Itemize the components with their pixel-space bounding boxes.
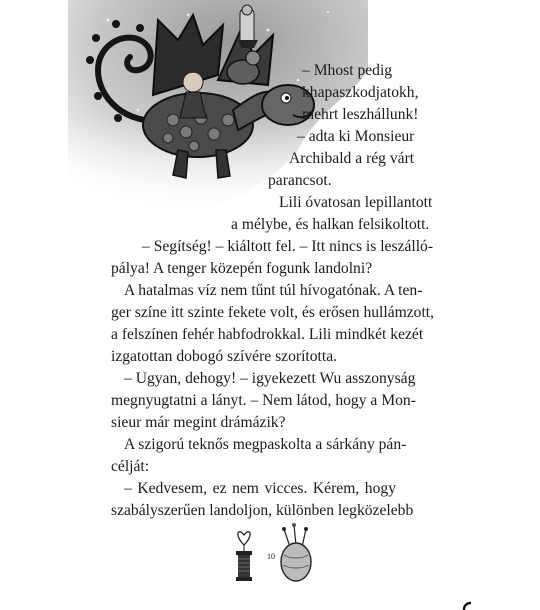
page-number: 10	[267, 552, 275, 561]
text-line: A hatalmas víz nem tűnt túl hívogatónak. A ten-	[124, 282, 423, 299]
text-line: Archibald a rég várt	[289, 150, 415, 167]
text-line: parancsot.	[268, 172, 332, 189]
text-line: célját:	[111, 458, 150, 475]
text-line: – adta ki Monsieur	[297, 128, 415, 145]
text-line: pálya! A tenger közepén fogunk landolni?	[111, 260, 373, 277]
text-line: a felszínen fehér habfodrokkal. Lili mindkét kezét	[111, 326, 424, 343]
corner-mark	[462, 600, 472, 610]
thread-spool-icon	[236, 532, 252, 581]
page-footer	[0, 515, 540, 585]
text-line: – Kedvesem, ez nem vicces. Kérem, hogy	[124, 480, 396, 497]
text-line: A szigorú teknős megpaskolta a sárkány pán-	[124, 436, 407, 453]
text-line: – Segítség! – kiáltott fel. – Itt nincs is leszálló-	[142, 238, 434, 255]
text-line: sieur már megint drámázik?	[111, 414, 286, 431]
text-line: a mélybe, és halkan felsikoltott.	[231, 216, 430, 233]
text-line: ger színe itt szinte fekete volt, és erősen hullámzott,	[111, 304, 435, 321]
text-line: izgatottan dobogó szívére szorította.	[111, 348, 338, 365]
pincushion-icon	[281, 523, 311, 581]
text-line: khapaszkodjatokh,	[302, 84, 419, 101]
text-line: – Ugyan, dehogy! – igyekezett Wu asszonyság	[124, 370, 416, 387]
text-line: megnyugtatni a lányt. – Nem látod, hogy a Mon-	[111, 392, 416, 409]
text-line: – Mhost pedig	[302, 62, 393, 79]
text-line: Lili óvatosan lepillantott	[279, 194, 433, 211]
text-line: szabályszerűen landoljon, különben legközelebb	[111, 502, 414, 519]
text-line: mehrt leszhállunk!	[302, 106, 419, 123]
